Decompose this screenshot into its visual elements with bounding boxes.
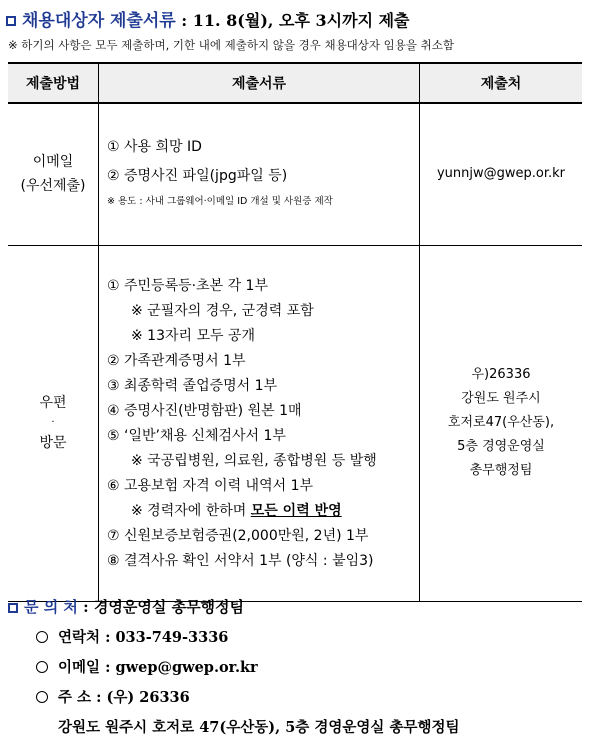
circle-bullet-icon (36, 631, 48, 643)
contact-address-detail: 강원도 원주시 호저로 47(우산동), 5층 경영운영실 총무행정팀 (58, 719, 460, 736)
list-item: ② 가족관계증명서 1부 (107, 353, 246, 369)
square-bullet-icon (8, 603, 18, 613)
list-item: ※ 경력자에 한하며 모든 이력 반영 (131, 503, 342, 519)
square-bullet-icon (6, 16, 16, 26)
table-row-email (8, 103, 582, 245)
list-item: ⑥ 고용보험 자격 이력 내역서 1부 (107, 478, 313, 494)
deadline-text: : 11. 8(월), 오후 3시까지 제출 (175, 11, 410, 30)
header-destination: 제출처 (420, 63, 583, 103)
contact-email: 이메일 : gwep@gwep.or.kr (36, 656, 258, 677)
list-item: ④ 증명사진(반명함판) 원본 1매 (107, 403, 302, 419)
list-item: ① 주민등록등·초본 각 1부 (107, 278, 268, 294)
method-post: 우편 · 방문 (8, 245, 99, 601)
list-item: ② 증명사진 파일(jpg파일 등) (107, 168, 288, 185)
emphasis-text: 모든 이력 반영 (250, 503, 342, 519)
circle-bullet-icon (36, 661, 48, 673)
table-row-post (8, 245, 582, 601)
contact-address: 주 소 : (우) 26336 (36, 686, 190, 707)
submission-note: ※ 하기의 사항은 모두 제출하며, 기한 내에 제출하지 않을 경우 채용대상자 임용을 취소함 (8, 38, 454, 52)
header-documents: 제출서류 (99, 63, 420, 103)
list-item: ⑧ 결격사유 확인 서약서 1부 (양식 : 붙임3) (107, 553, 374, 569)
destination-email: yunnjw@gwep.or.kr (420, 103, 583, 245)
contact-title: 문 의 처 : 경영운영실 총무행정팀 (8, 596, 244, 617)
section-title (6, 6, 410, 31)
method-email: 이메일 (우선제출) (8, 103, 99, 245)
docs-note: ※ 용도 : 사내 그룹웨어·이메일 ID 개설 및 사원증 제작 (107, 196, 333, 208)
list-item: ⑤ ‘일반’채용 신체검사서 1부 (107, 428, 286, 444)
circle-bullet-icon (36, 691, 48, 703)
list-item: ① 사용 희망 ID (107, 139, 202, 156)
documents-table (8, 62, 582, 602)
list-item: ③ 최종학력 졸업증명서 1부 (107, 378, 278, 394)
header-method: 제출방법 (8, 63, 99, 103)
list-item: ※ 국공립병원, 의료원, 종합병원 등 발행 (131, 453, 377, 469)
list-item: ※ 군필자의 경우, 군경력 포함 (131, 303, 314, 319)
list-item: ⑦ 신원보증보험증권(2,000만원, 2년) 1부 (107, 528, 369, 544)
docs-email (99, 103, 420, 245)
contact-phone: 연락처 : 033-749-3336 (36, 626, 228, 647)
title-text: 채용대상자 제출서류 (22, 11, 176, 31)
docs-post (99, 245, 420, 601)
table-header-row (8, 63, 582, 103)
list-item: ※ 13자리 모두 공개 (131, 328, 256, 344)
destination-post: 우)26336 강원도 원주시 호저로47(우산동), 5층 경영운영실 총무행정팀 (420, 245, 583, 601)
